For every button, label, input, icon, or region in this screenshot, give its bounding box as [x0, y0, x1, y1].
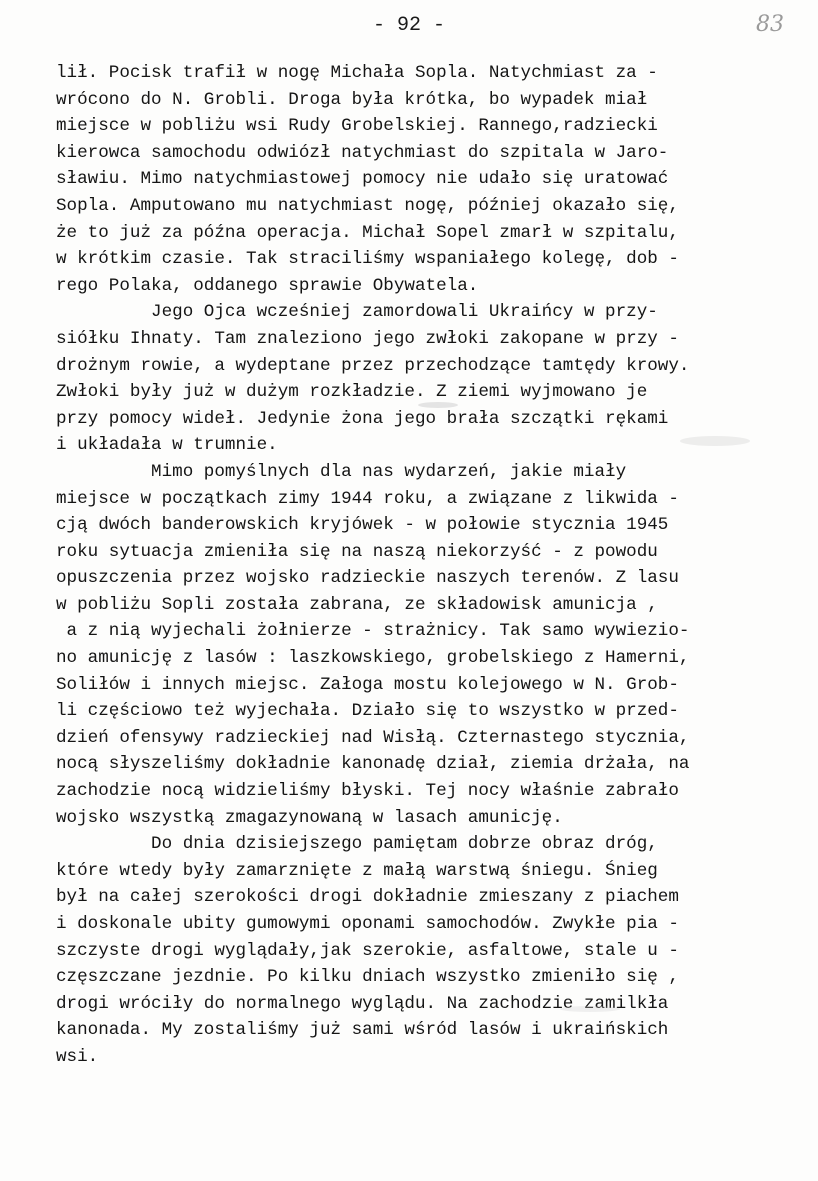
text-line: w pobliżu Sopli została zabrana, ze składowisk amunicja , [56, 594, 658, 615]
text-line: sławiu. Mimo natychmiastowej pomocy nie udało się uratować [56, 169, 669, 190]
text-line: kanonada. My zostaliśmy już sami wśród lasów i ukraińskich [56, 1020, 669, 1041]
paragraph [56, 459, 756, 831]
paragraph [56, 831, 756, 1070]
text-line: przy pomocy wideł. Jedynie żona jego brała szczątki rękami [56, 408, 669, 429]
archive-number: 83 [756, 12, 784, 37]
text-line: wsi. [56, 1046, 99, 1067]
typescript-body [56, 60, 756, 1071]
photocopy-speck [418, 402, 458, 408]
text-line: nocą słyszeliśmy dokładnie kanonadę dział, ziemia drżała, na [56, 754, 690, 775]
text-line: wrócono do N. Grobli. Droga była krótka, bo wypadek miał [56, 89, 648, 110]
photocopy-speck [560, 1006, 620, 1012]
text-line: opuszczenia przez wojsko radzieckie naszych terenów. Z lasu [56, 568, 679, 589]
text-line: kierowca samochodu odwiózł natychmiast do szpitala w Jaro- [56, 142, 669, 163]
text-line: drożnym rowie, a wydeptane przez przechodzące tamtędy krowy. [56, 355, 690, 376]
text-line: siółku Ihnaty. Tam znaleziono jego zwłoki zakopane w przy - [56, 328, 679, 349]
text-line: roku sytuacja zmieniła się na naszą niekorzyść - z powodu [56, 541, 658, 562]
paragraph [56, 299, 756, 459]
text-line: że to już za późna operacja. Michał Sopel zmarł w szpitalu, [56, 222, 679, 243]
text-line: Soliłów i innych miejsc. Załoga mostu kolejowego w N. Grob- [56, 674, 679, 695]
text-line: częszczane jezdnie. Po kilku dniach wszystko zmieniło się , [56, 967, 679, 988]
photocopy-speck [680, 436, 750, 446]
text-line: miejsce w pobliżu wsi Rudy Grobelskiej. Rannego,radziecki [56, 116, 658, 137]
text-line: szczyste drogi wyglądały,jak szerokie, asfaltowe, stale u - [56, 940, 679, 961]
text-line: rego Polaka, oddanego sprawie Obywatela. [56, 275, 479, 296]
text-line: lił. Pocisk trafił w nogę Michała Sopla. Natychmiast za - [56, 63, 658, 83]
text-line: Mimo pomyślnych dla nas wydarzeń, jakie miały [56, 461, 627, 482]
text-line: Zwłoki były już w dużym rozkładzie. Z ziemi wyjmowano je [56, 382, 648, 403]
text-line: wojsko wszystką zmagazynowaną w lasach amunicję. [56, 807, 563, 828]
text-line: no amunicję z lasów : laszkowskiego, grobelskiego z Hamerni, [56, 648, 690, 669]
text-line: i doskonale ubity gumowymi oponami samochodów. Zwykłe pia - [56, 914, 679, 934]
text-line: był na całej szerokości drogi dokładnie zmieszany z piachem [56, 887, 679, 908]
text-line: zachodzie nocą widzieliśmy błyski. Tej nocy właśnie zabrało [56, 781, 679, 802]
text-line: drogi wróciły do normalnego wyglądu. Na zachodzie zamilkła [56, 993, 669, 1014]
text-line: cją dwóch banderowskich kryjówek - w połowie stycznia 1945 [56, 515, 669, 536]
text-line: Sopla. Amputowano mu natychmiast nogę, później okazało się, [56, 195, 679, 216]
text-line: a z nią wyjechali żołnierze - strażnicy. Tak samo wywiezio- [56, 621, 690, 642]
text-line: miejsce w początkach zimy 1944 roku, a związane z likwida - [56, 488, 679, 509]
text-line: li częściowo też wyjechała. Działo się to wszystko w przed- [56, 701, 679, 722]
text-line: w krótkim czasie. Tak straciliśmy wspaniałego kolegę, dob - [56, 249, 679, 270]
text-line: dzień ofensywy radzieckiej nad Wisłą. Czternastego stycznia, [56, 727, 690, 748]
text-line: które wtedy były zamarznięte z małą warstwą śniegu. Śnieg [56, 860, 658, 881]
text-line: i układała w trumnie. [56, 435, 278, 456]
text-line: Jego Ojca wcześniej zamordowali Ukraińcy w przy- [56, 302, 658, 323]
paragraph [56, 60, 756, 299]
page-number: - 92 - [372, 14, 445, 37]
text-line: Do dnia dzisiejszego pamiętam dobrze obraz dróg, [56, 834, 658, 855]
